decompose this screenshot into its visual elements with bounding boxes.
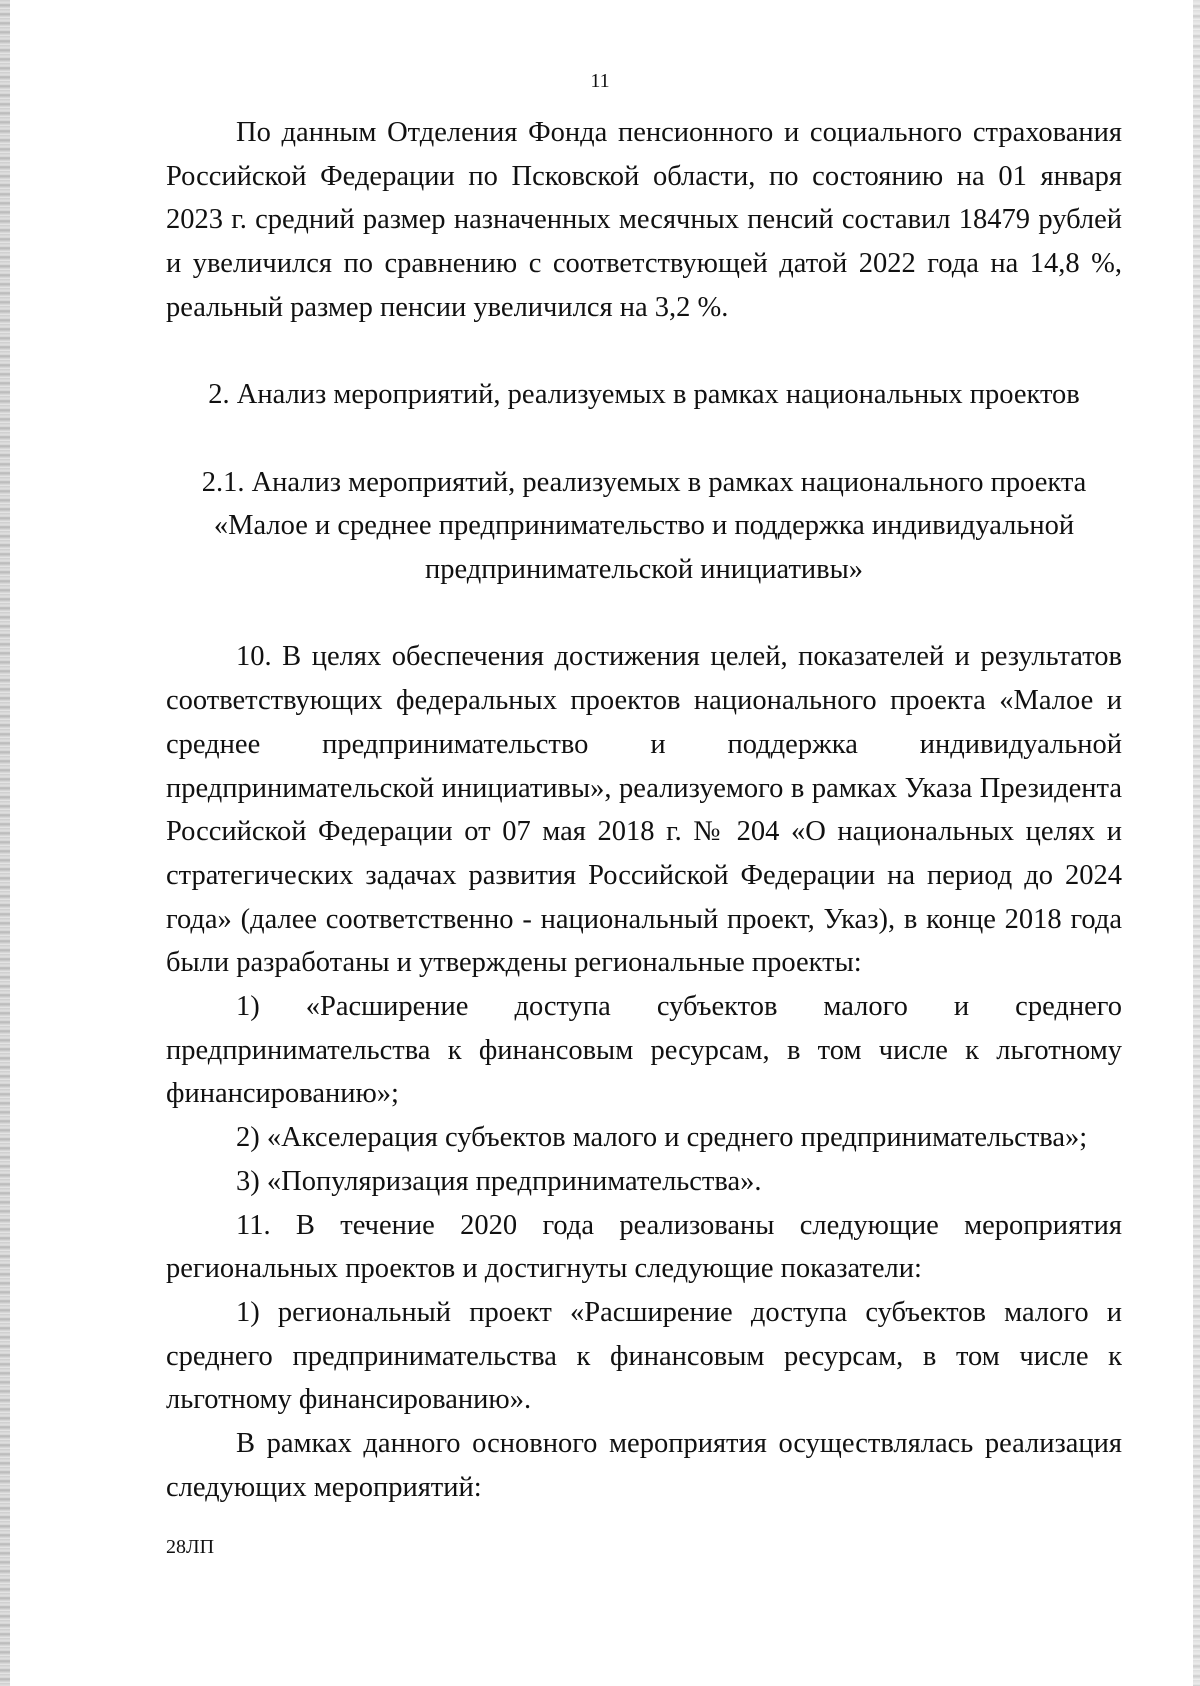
- footer-document-code: 28ЛП: [166, 1536, 215, 1558]
- list-item-1: 1) «Расширение доступа субъектов малого и среднего предпринимательства к финансовым ресурсам, в том числе к льготному финансированию»;: [166, 991, 1122, 1110]
- document-body: [166, 111, 1122, 1509]
- list-item-3: 3) «Популяризация предпринимательства».: [236, 1165, 762, 1197]
- section-heading-2-1: [166, 461, 1122, 592]
- paragraph-11-item-1: 1) региональный проект «Расширение доступа субъектов малого и среднего предпринимательства к финансовым ресурсам, в том числе к льготному финансированию».: [166, 1296, 1122, 1416]
- section-heading-2: 2. Анализ мероприятий, реализуемых в рамках национальных проектов: [208, 379, 1080, 411]
- list-item-2: 2) «Акселерация субъектов малого и среднего предпринимательства»;: [236, 1122, 1088, 1154]
- section-heading-2-1-line: 2.1. Анализ мероприятий, реализуемых в рамках национального проекта: [201, 466, 1087, 498]
- section-heading-2-1-line: предпринимательской инициативы»: [424, 554, 864, 585]
- scan-edge-right: [1193, 0, 1200, 1686]
- paragraph-10: 10. В целях обеспечения достижения целей, показателей и результатов соответствующих федеральных проектов национального проекта «Малое и среднее предпринимательство и поддержка индивидуальной предпринимательской инициативы», реализуемого в рамках Указа Президента Российской Федерации от 07 мая 2018 г. № 204 «О национальных целях и стратегических задачах развития Российской Федерации на период до 2024 года» (далее соответственно - национальный проект, Указ), в конце 2018 года были разработаны и утверждены региональные проекты:: [166, 641, 1122, 979]
- page-number: 11: [590, 70, 610, 92]
- paragraph-11: 11. В течение 2020 года реализованы следующие мероприятия региональных проектов и достигнуты следующие показатели:: [166, 1209, 1122, 1285]
- section-heading-2-1-line: «Малое и среднее предпринимательство и поддержка индивидуальной: [213, 510, 1075, 542]
- scan-edge-left: [0, 0, 10, 1686]
- paragraph-pension-data: По данным Отделения Фонда пенсионного и социального страхования Российской Федерации по Псковской области, по состоянию на 01 января 2023 г. средний размер назначенных месячных пенсий составил 18479 рублей и увеличился по сравнению с соответствующей датой 2022 года на 14,8 %, реальный размер пенсии увеличился на 3,2 %.: [166, 117, 1122, 323]
- paragraph-closing: В рамках данного основного мероприятия осуществлялась реализация следующих мероприятий:: [166, 1428, 1122, 1503]
